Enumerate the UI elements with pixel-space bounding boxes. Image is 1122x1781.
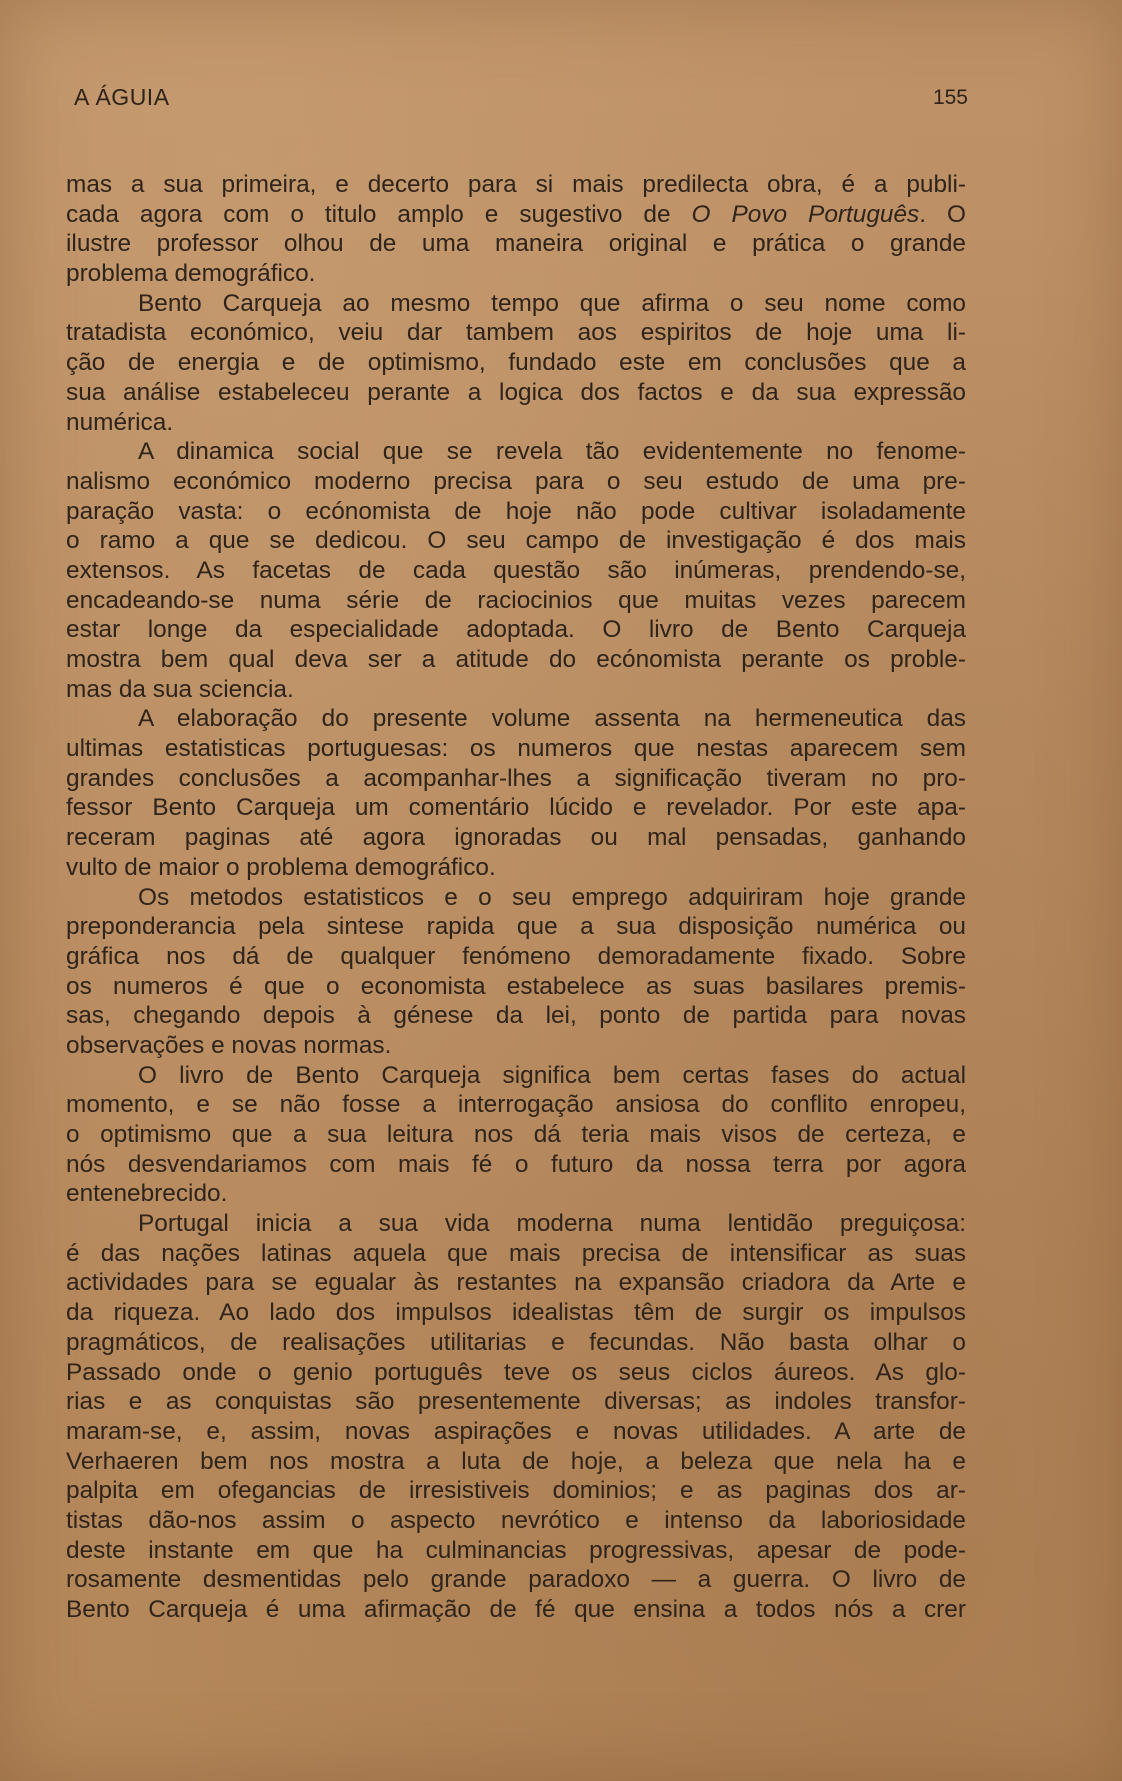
text-line: numérica. <box>66 408 174 436</box>
paragraph <box>66 437 966 704</box>
text-line: rosamente desmentidas pelo grande paradoxo — a guerra. O livro de <box>66 1566 966 1594</box>
paragraph <box>66 170 966 289</box>
text-line: observações e novas normas. <box>66 1031 392 1059</box>
text-line: entenebrecido. <box>66 1180 228 1208</box>
text-line: Bento Carqueja ao mesmo tempo que afirma o seu nome como <box>138 289 966 317</box>
text-line: paração vasta: o ecónomista de hoje não pode cultivar isoladamente <box>66 497 966 525</box>
text-line: encadeando-se numa série de raciocinios que muitas vezes parecem <box>66 586 966 614</box>
text-line: o ramo a que se dedicou. O seu campo de investigação é dos mais <box>66 527 966 555</box>
text-line: fessor Bento Carqueja um comentário lúcido e revelador. Por este apa- <box>66 794 966 822</box>
text-line: grandes conclusões a acompanhar-lhes a significação tiveram no pro- <box>66 764 966 792</box>
body-text <box>66 170 966 1625</box>
text-line: maram-se, e, assim, novas aspirações e novas utilidades. A arte de <box>66 1417 966 1445</box>
paragraph <box>66 1209 966 1625</box>
paragraph <box>66 883 966 1061</box>
text-line: ção de energia e de optimismo, fundado este em conclusões que a <box>66 349 966 377</box>
text-line: extensos. As facetas de cada questão são inúmeras, prendendo-se, <box>66 556 966 584</box>
text-line: A dinamica social que se revela tão evidentemente no fenome- <box>138 438 966 466</box>
paragraph <box>66 1061 966 1209</box>
text-line: ultimas estatisticas portuguesas: os numeros que nestas aparecem sem <box>66 735 966 763</box>
text-line: Passado onde o genio português teve os seus ciclos áureos. As glo- <box>66 1358 966 1386</box>
text-line: é das nações latinas aquela que mais precisa de intensificar as suas <box>66 1239 966 1267</box>
text-line: problema demográfico. <box>66 260 316 288</box>
text-line: cada agora com o titulo amplo e sugestivo de O Povo Português. O <box>66 200 966 228</box>
text-line: preponderancia pela sintese rapida que a sua disposição numérica ou <box>66 913 966 941</box>
journal-title: A ÁGUIA <box>74 84 170 110</box>
text-line: mostra bem qual deva ser a atitude do ecónomista perante os proble- <box>66 646 966 673</box>
text-line: os numeros é que o economista estabelece as suas basilares premis- <box>66 972 966 1000</box>
text-line: sua análise estabeleceu perante a logica dos factos e da sua expressão <box>66 378 966 406</box>
text-line: pragmáticos, de realisações utilitarias e fecundas. Não basta olhar o <box>66 1328 966 1356</box>
text-line: Portugal inicia a sua vida moderna numa lentidão preguiçosa: <box>138 1210 966 1238</box>
paragraph <box>66 289 966 437</box>
text-line: Verhaeren bem nos mostra a luta de hoje, a beleza que nela ha e <box>66 1447 966 1475</box>
text-line: sas, chegando depois à génese da lei, ponto de partida para novas <box>66 1002 966 1030</box>
text-line: rias e as conquistas são presentemente diversas; as indoles transfor- <box>66 1388 966 1416</box>
text-line: gráfica nos dá de qualquer fenómeno demoradamente fixado. Sobre <box>66 942 966 970</box>
text-line: A elaboração do presente volume assenta na hermeneutica das <box>138 705 966 733</box>
text-line: palpita em ofegancias de irresistiveis dominios; e as paginas dos ar- <box>66 1477 966 1505</box>
text-line: nalismo económico moderno precisa para o seu estudo de uma pre- <box>66 467 966 495</box>
text-line: deste instante em que ha culminancias progressivas, apesar de pode- <box>66 1536 966 1564</box>
running-head <box>74 84 968 120</box>
page-number: 155 <box>932 86 968 109</box>
text-line: actividades para se egualar às restantes na expansão criadora da Arte e <box>66 1269 966 1297</box>
text-line: Os metodos estatisticos e o seu emprego adquiriram hoje grande <box>138 883 966 911</box>
text-line: mas da sua sciencia. <box>66 675 294 703</box>
text-line: da riqueza. Ao lado dos impulsos idealistas têm de surgir os impulsos <box>66 1299 966 1327</box>
text-line: ilustre professor olhou de uma maneira original e prática o grande <box>66 230 966 258</box>
text-line: mas a sua primeira, e decerto para si mais predilecta obra, é a publi- <box>66 171 966 198</box>
text-line: receram paginas até agora ignoradas ou mal pensadas, ganhando <box>66 824 966 852</box>
text-line: momento, e se não fosse a interrogação ansiosa do conflito enropeu, <box>66 1091 966 1119</box>
text-line: O livro de Bento Carqueja significa bem certas fases do actual <box>138 1061 966 1089</box>
paragraph <box>66 704 966 882</box>
text-line: tistas dão-nos assim o aspecto nevrótico e intenso da laboriosidade <box>66 1506 966 1534</box>
book-title: O Povo Português <box>691 200 920 228</box>
text-line: vulto de maior o problema demográfico. <box>66 853 496 881</box>
text-line: nós desvendariamos com mais fé o futuro da nossa terra por agora <box>66 1150 966 1178</box>
text-line: estar longe da especialidade adoptada. O livro de Bento Carqueja <box>66 616 966 644</box>
text-line: Bento Carqueja é uma afirmação de fé que ensina a todos nós a crer <box>66 1596 966 1623</box>
text-line: tratadista económico, veiu dar tambem aos espiritos de hoje uma li- <box>66 319 966 347</box>
text-line: o optimismo que a sua leitura nos dá teria mais visos de certeza, e <box>66 1121 966 1148</box>
